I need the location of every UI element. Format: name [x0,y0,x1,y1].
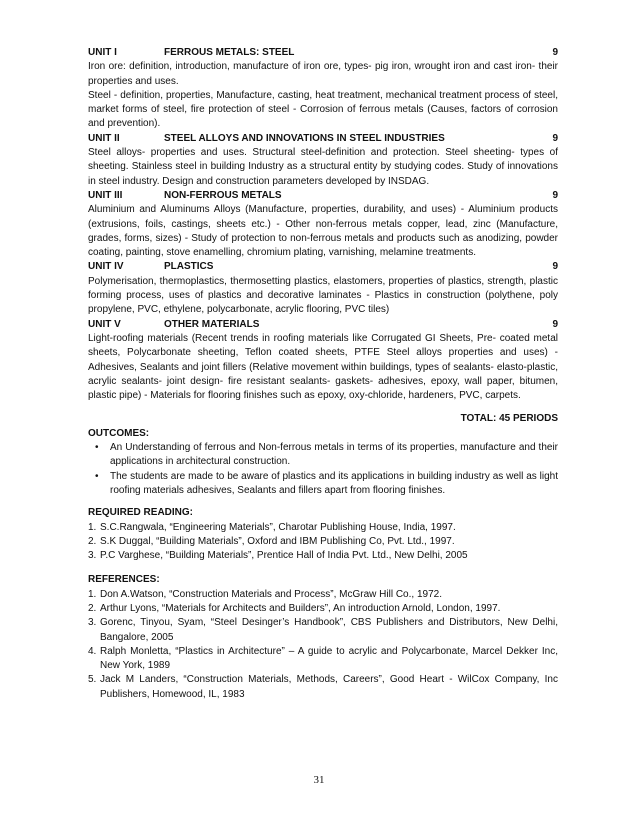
unit-paragraph: Iron ore: definition, introduction, manufacture of iron ore, types- pig iron, wrought iron and cast iron- their properties and uses. [88,61,558,87]
unit-title: PLASTICS [164,261,214,273]
item-text: S.K Duggal, “Building Materials”, Oxford and IBM Publishing Co, Pvt. Ltd., 1997. [100,535,455,547]
list-item [88,602,558,616]
unit-number: UNIT V [88,318,121,330]
unit-title: NON-FERROUS METALS [164,189,282,201]
unit-section [88,132,558,189]
item-text: Ralph Monletta, “Plastics in Architecture” – A guide to acrylic and Polycarbonate, Marcel Dekker Inc, New York, 1989 [100,645,558,672]
required-reading-section [88,506,558,563]
item-text: Gorenc, Tinyou, Syam, “Steel Desinger’s Handbook”, CBS Publishers and Distributors, New Delhi, Bangalore, 2005 [100,617,558,643]
outcome-text: The students are made to be aware of plastics and its applications in building industry as well as light roofing materials adhesives, Sealants and fillers apart from flooring finishes. [110,470,558,496]
item-number: 3. [88,550,97,562]
unit-hours: 9 [552,132,558,144]
unit-hours: 9 [552,318,558,330]
item-number: 2. [88,535,97,547]
unit-paragraph: Steel - definition, properties, Manufacture, casting, heat treatment, mechanical treatment process of steel, market forms of steel, fire protection of steel - Corrosion of ferrous metals (Causes, factors of corrosion and prevention). [88,89,558,130]
required-reading-heading: REQUIRED READING: [88,507,194,519]
list-item [88,521,558,535]
unit-section [88,46,558,132]
unit-title: OTHER MATERIALS [164,318,260,330]
unit-hours: 9 [552,189,558,201]
unit-section [88,189,558,260]
item-number: 4. [88,645,97,657]
bullet-icon: • [95,442,99,454]
item-number: 5. [88,674,97,686]
references-list [88,588,558,702]
unit-section [88,260,558,317]
list-item [88,549,558,563]
unit-number: UNIT III [88,189,123,201]
total-periods: TOTAL: 45 PERIODS [460,413,558,425]
unit-number: UNIT II [88,132,120,144]
list-item [88,470,558,499]
list-item [88,588,558,602]
required-reading-list [88,521,558,564]
item-number: 3. [88,617,97,629]
unit-heading [88,46,558,60]
references-heading: REFERENCES: [88,574,160,586]
item-text: Jack M Landers, “Construction Materials, Methods, Careers”, Good Heart - WilCox Company, Inc Publishers, Homewood, IL, 1983 [100,674,558,700]
unit-number: UNIT I [88,47,117,58]
unit-hours: 9 [552,47,558,58]
list-item [88,535,558,549]
outcomes-list [88,441,558,498]
references-section [88,573,558,702]
unit-heading [88,318,558,332]
page-number: 31 [313,774,325,786]
syllabus-page [88,46,558,702]
unit-paragraph: Aluminium and Aluminums Alloys (Manufacture, properties, durability, and uses) - Aluminium products (extrusions, foils, castings, sheets etc.) - Other non-ferrous metals copper, lead, zinc (Manufacture, grades, forms, sizes) - Study of protection to non-ferrous metals and products such as anodizing, powder coating, painting, stove enamelling, chromium plating, varnishing, melamine treatments. [88,204,558,259]
bullet-icon: • [95,470,99,482]
unit-paragraph: Light-roofing materials (Recent trends in roofing materials like Corrugated GI Sheets, Pre- coated metal sheets, Polycarbonate sheeting, Teflon coated sheets, PTFE Steel alloys properties and uses) - Adhesives, Sealants and joint fillers (Relative movement within buildings, types of sealants- elasto-plastic, acrylic sealants- joint design- fire resistant sealants- gaskets- adhesives, epoxy, wall paper, bitumen, plastic pipe) - Materials for flooring finishes such as epoxy, oxy-chloride, hardeners, PVC, carpets. [88,332,558,402]
item-number: 2. [88,602,97,614]
unit-heading [88,260,558,274]
list-item [88,673,558,702]
item-text: S.C.Rangwala, “Engineering Materials”, Charotar Publishing House, India, 1997. [100,521,456,533]
outcome-text: An Understanding of ferrous and Non-ferrous metals in terms of its properties, manufacture and their applications in architectural construction. [110,442,558,468]
item-number: 1. [88,588,97,600]
unit-paragraph: Polymerisation, thermoplastics, thermosetting plastics, elastomers, properties of plastics, strength, plastic forming process, uses of plastics and decorative laminates - Plastics in construction (polythene, poly propylene, PVC, ethylene, polycarbonate, acrylic flooring, PVC tiles) [88,275,558,316]
unit-paragraph: Steel alloys- properties and uses. Structural steel-definition and protection. Steel sheeting- types of sheeting. Stainless steel in building Industry as a structural entity by studying codes. Study of innovations in steel industry. Design and construction parameters developed by INSDAG. [88,147,558,187]
unit-heading [88,132,558,146]
outcomes-heading: OUTCOMES: [88,427,150,439]
unit-heading [88,189,558,203]
unit-hours: 9 [552,261,558,273]
list-item [88,645,558,674]
item-text: P.C Varghese, “Building Materials”, Prentice Hall of India Pvt. Ltd., New Delhi, 2005 [100,550,468,562]
item-text: Don A.Watson, “Construction Materials and Process”, McGraw Hill Co., 1972. [100,588,442,600]
unit-number: UNIT IV [88,261,124,273]
item-number: 1. [88,521,97,533]
unit-title: FERROUS METALS: STEEL [164,47,295,58]
unit-section [88,318,558,404]
list-item [88,616,558,645]
outcomes-section [88,427,558,498]
list-item [88,441,558,470]
item-text: Arthur Lyons, “Materials for Architects and Builders”, An introduction Arnold, London, 1997. [100,602,501,614]
unit-title: STEEL ALLOYS AND INNOVATIONS IN STEEL INDUSTRIES [164,132,445,144]
